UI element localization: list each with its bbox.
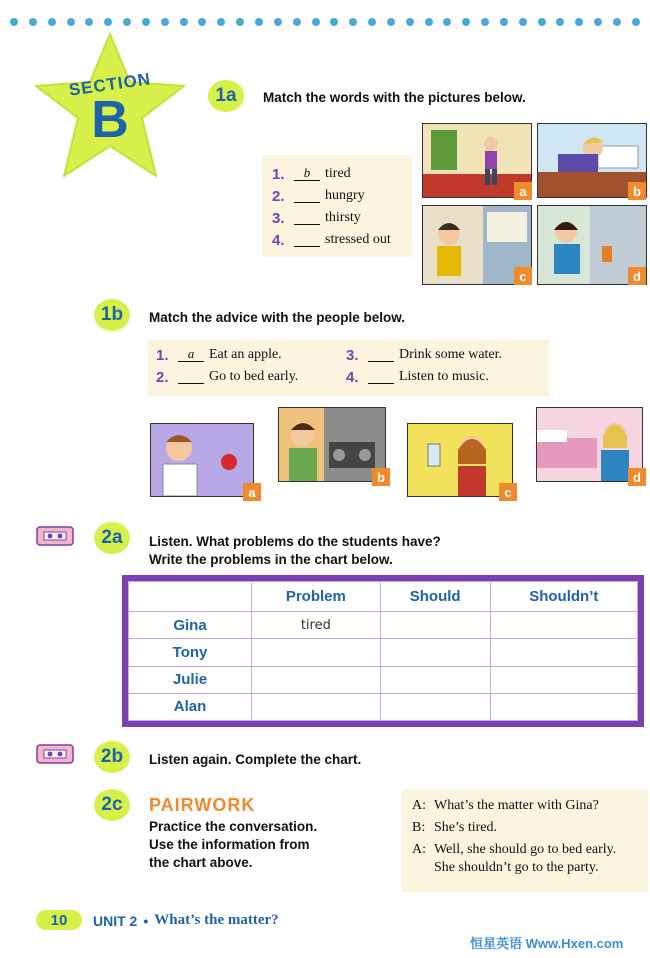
shouldnt-cell[interactable] — [490, 666, 637, 693]
shouldnt-cell[interactable] — [490, 639, 637, 666]
item-number: 2. — [272, 187, 285, 205]
problem-cell[interactable] — [252, 639, 381, 666]
boy-with-radio-illustration — [279, 408, 385, 481]
table-row — [129, 612, 638, 639]
border-dot — [481, 18, 489, 26]
item-text: hungry — [325, 188, 365, 203]
student-name: Tony — [129, 639, 252, 666]
footer-unit-title — [93, 912, 279, 929]
border-dot — [142, 18, 150, 26]
picture-1b-a — [150, 423, 254, 497]
chart-header: Shouldn’t — [490, 582, 637, 612]
border-dot — [85, 18, 93, 26]
watermark: 恒星英语 Www.Hxen.com — [470, 936, 624, 951]
item-text: tired — [325, 166, 351, 181]
line-text: What’s the matter with Gina? — [434, 798, 599, 813]
speaker — [412, 860, 434, 876]
border-dot — [575, 18, 583, 26]
line-text: Well, she should go to bed early. — [434, 842, 617, 857]
list-item — [272, 185, 402, 207]
border-dot — [387, 18, 395, 26]
border-dot — [368, 18, 376, 26]
item-number: 4. — [272, 231, 285, 249]
picture-tag: c — [499, 483, 517, 501]
border-dot — [312, 18, 320, 26]
picture-tag: b — [372, 468, 390, 486]
item-number: 1. — [272, 165, 285, 183]
table-row — [129, 639, 638, 666]
man-with-apple-illustration — [151, 424, 253, 496]
picture-tag: d — [628, 468, 646, 486]
chart-header — [129, 582, 252, 612]
instruction-2b: Listen again. Complete the chart. — [149, 752, 362, 767]
problem-cell[interactable] — [252, 693, 381, 720]
border-dot — [180, 18, 188, 26]
border-dot — [443, 18, 451, 26]
instruction-2a-line1: Listen. What problems do the students have? — [149, 534, 441, 549]
problem-cell[interactable]: tired — [252, 612, 381, 639]
border-dot — [349, 18, 357, 26]
border-dot — [293, 18, 301, 26]
border-dot — [613, 18, 621, 26]
answer-blank[interactable] — [368, 348, 394, 362]
picture-tag: b — [628, 182, 646, 200]
chart-header: Should — [380, 582, 490, 612]
cassette-icon — [36, 744, 74, 764]
conversation-box — [402, 790, 648, 892]
picture-1b-b — [278, 407, 386, 482]
border-dot — [462, 18, 470, 26]
border-dot — [406, 18, 414, 26]
student-name: Gina — [129, 612, 252, 639]
border-dot — [29, 18, 37, 26]
should-cell[interactable] — [380, 666, 490, 693]
problem-cell[interactable] — [252, 666, 381, 693]
exercise-label-2c: 2c — [94, 789, 130, 821]
list-item — [346, 366, 489, 388]
item-text: Eat an apple. — [209, 347, 282, 362]
shouldnt-cell[interactable] — [490, 693, 637, 720]
exercise-label-1a: 1a — [208, 80, 244, 112]
border-dot — [519, 18, 527, 26]
instruction-2c-line3: the chart above. — [149, 855, 253, 870]
section-star-badge — [30, 30, 190, 185]
border-dot — [48, 18, 56, 26]
picture-1b-d — [536, 407, 643, 482]
line-text: She’s tired. — [434, 820, 497, 835]
instruction-1b: Match the advice with the people below. — [149, 310, 406, 325]
item-number: 3. — [272, 209, 285, 227]
border-dot — [10, 18, 18, 26]
picture-1b-c — [407, 423, 513, 497]
answer-blank[interactable] — [294, 189, 320, 203]
match-box-1a — [262, 155, 412, 257]
section-letter: B — [91, 91, 129, 149]
border-dot — [556, 18, 564, 26]
border-dot — [67, 18, 75, 26]
answer-blank[interactable]: b — [294, 167, 320, 181]
instruction-2c-line2: Use the information from — [149, 837, 310, 852]
unit-title: What’s the matter? — [154, 912, 279, 928]
list-item — [346, 344, 502, 366]
border-dot — [217, 18, 225, 26]
answer-blank[interactable] — [178, 370, 204, 384]
border-dot — [123, 18, 131, 26]
picture-tag: d — [628, 267, 646, 285]
problems-chart — [122, 575, 644, 727]
chart-header: Problem — [252, 582, 381, 612]
dialog-line — [412, 842, 638, 858]
border-dot — [236, 18, 244, 26]
border-dot — [330, 18, 338, 26]
answer-blank[interactable] — [294, 233, 320, 247]
answer-blank[interactable]: a — [178, 348, 204, 362]
item-number: 1. — [156, 346, 169, 364]
dialog-line — [412, 798, 638, 814]
border-dot — [632, 18, 640, 26]
student-name: Julie — [129, 666, 252, 693]
border-dot — [538, 18, 546, 26]
border-dot — [104, 18, 112, 26]
instruction-2c-line1: Practice the conversation. — [149, 819, 318, 834]
list-item — [272, 207, 402, 229]
picture-tag: a — [514, 182, 532, 200]
picture-tag: c — [514, 267, 532, 285]
answer-blank[interactable] — [294, 211, 320, 225]
border-dot — [274, 18, 282, 26]
border-dot — [425, 18, 433, 26]
instruction-1a: Match the words with the pictures below. — [263, 90, 526, 105]
item-number: 3. — [346, 346, 359, 364]
should-cell[interactable] — [380, 612, 490, 639]
border-dot — [594, 18, 602, 26]
list-item — [272, 163, 402, 185]
border-dot — [500, 18, 508, 26]
item-text: Drink some water. — [399, 347, 503, 362]
bullet: • — [143, 912, 149, 929]
speaker: B: — [412, 820, 426, 835]
table-row — [129, 666, 638, 693]
page-number: 10 — [36, 910, 82, 930]
item-text: thirsty — [325, 210, 361, 225]
item-text: Go to bed early. — [209, 369, 299, 384]
border-dot — [255, 18, 263, 26]
pairwork-title: PAIRWORK — [149, 795, 256, 815]
item-number: 4. — [346, 368, 359, 386]
student-name: Alan — [129, 693, 252, 720]
item-number: 2. — [156, 368, 169, 386]
table-row — [129, 693, 638, 720]
list-item — [272, 229, 402, 251]
item-text: stressed out — [325, 232, 391, 247]
border-dot — [161, 18, 169, 26]
picture-tag: a — [243, 483, 261, 501]
woman-near-bed-illustration — [537, 408, 642, 481]
list-item — [156, 344, 346, 366]
speaker: A: — [412, 842, 426, 857]
unit-label: UNIT 2 — [93, 912, 138, 929]
list-item — [156, 366, 346, 388]
should-cell[interactable] — [380, 639, 490, 666]
dialog-line — [412, 860, 638, 876]
shouldnt-cell[interactable] — [490, 612, 637, 639]
cassette-icon — [36, 526, 74, 546]
answer-blank[interactable] — [368, 370, 394, 384]
section-word: SECTION — [67, 69, 153, 100]
border-dot — [198, 18, 206, 26]
should-cell[interactable] — [380, 693, 490, 720]
exercise-label-1b: 1b — [94, 299, 130, 331]
dialog-line — [412, 820, 638, 836]
girl-with-water-illustration — [408, 424, 512, 496]
item-text: Listen to music. — [399, 369, 489, 384]
match-box-1b — [148, 340, 549, 396]
exercise-label-2b: 2b — [94, 741, 130, 773]
instruction-2a-line2: Write the problems in the chart below. — [149, 552, 393, 567]
line-text: She shouldn’t go to the party. — [434, 860, 599, 875]
exercise-label-2a: 2a — [94, 522, 130, 554]
speaker: A: — [412, 798, 426, 813]
